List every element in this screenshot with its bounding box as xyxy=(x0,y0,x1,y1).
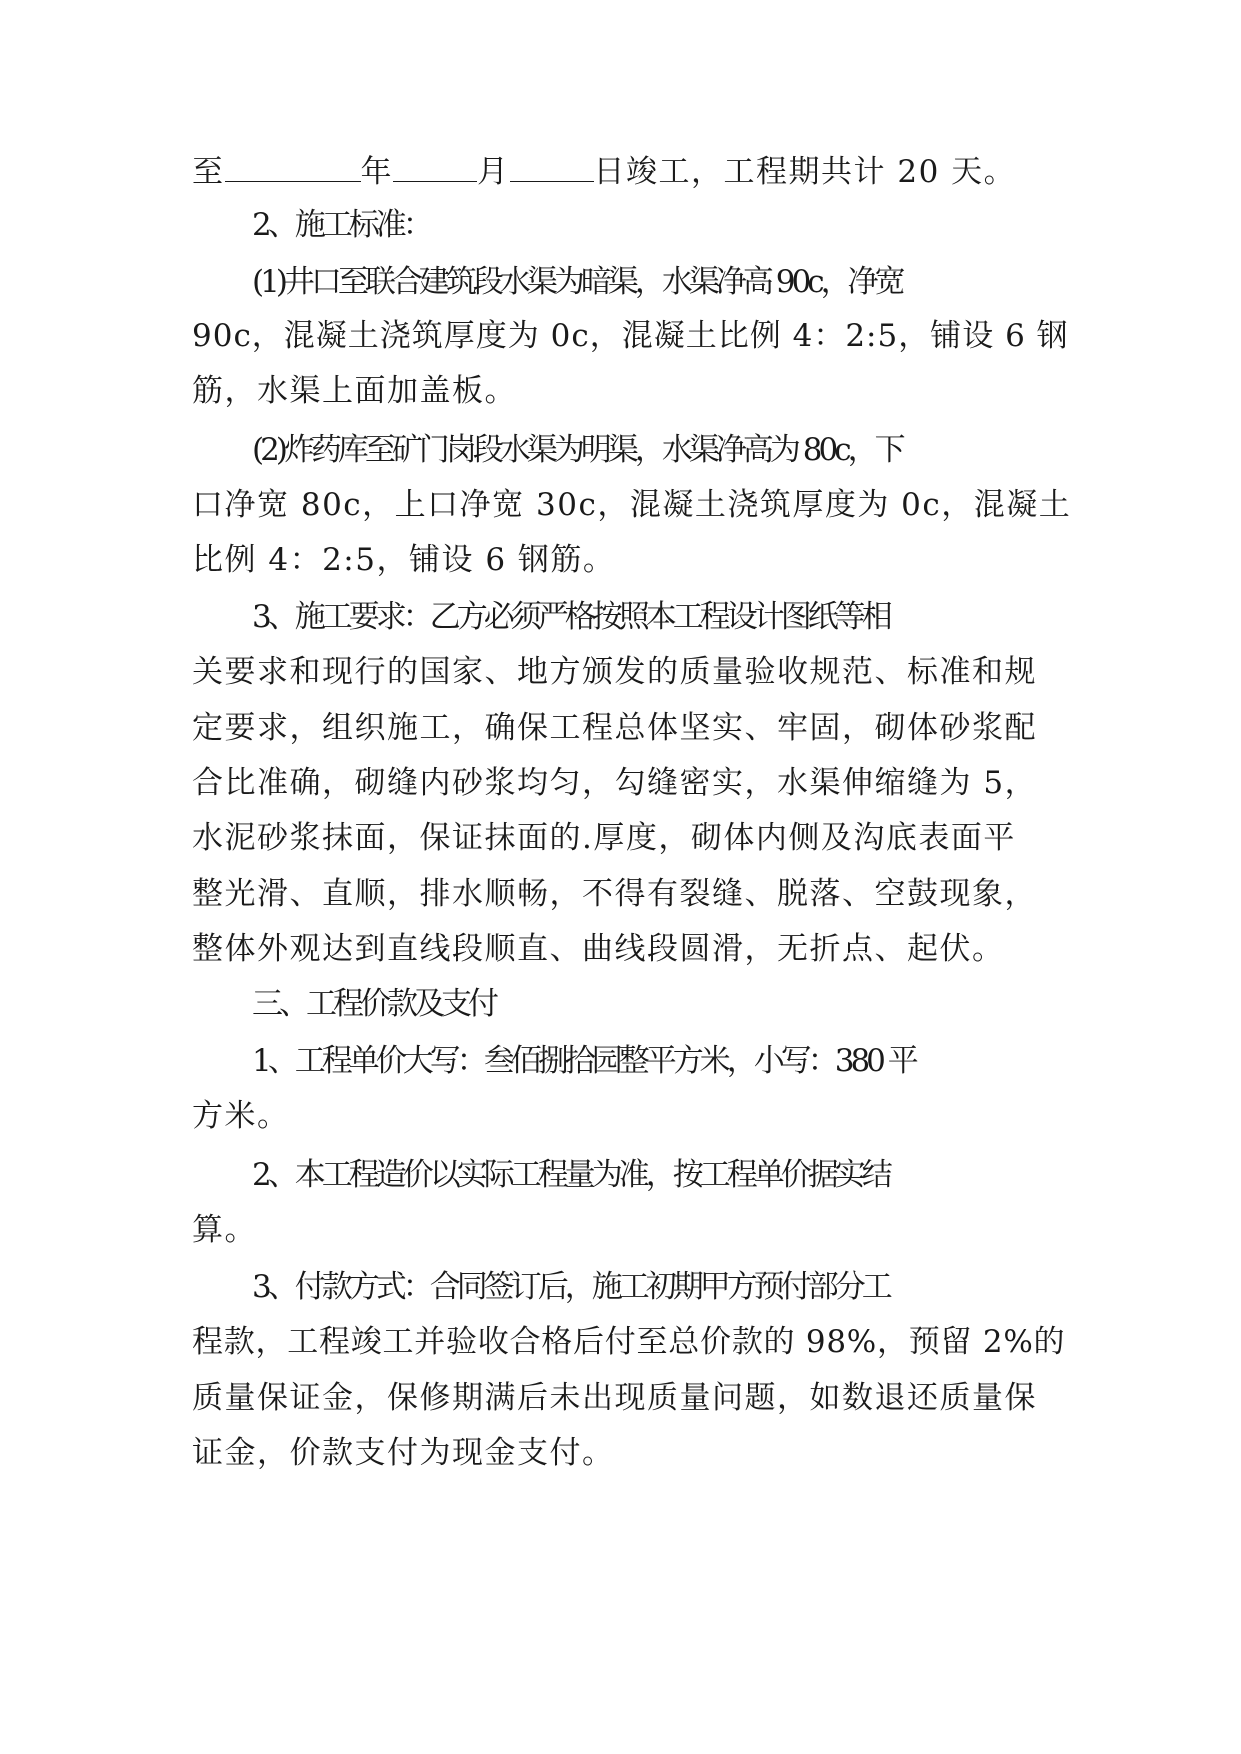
text-line: 3、付款方式：合同签订后，施工初期甲方预付部分工 xyxy=(252,1269,889,1305)
blank-underline-year xyxy=(225,155,361,182)
text-fragment: 年 xyxy=(360,154,393,190)
text-line: 关要求和现行的国家、地方颁发的质量验收规范、标准和规 xyxy=(192,654,1037,690)
text-line: 水泥砂浆抹面，保证抹面的.厚度，砌体内侧及沟底表面平 xyxy=(192,820,1016,856)
text-line: 整光滑、直顺，排水顺畅，不得有裂缝、脱落、空鼓现象， xyxy=(192,876,1037,912)
text-line: 筋，水渠上面加盖板。 xyxy=(192,373,517,409)
text-line: 程款，工程竣工并验收合格后付至总价款的 98%，预留 2%的 xyxy=(192,1324,1066,1360)
text-fragment: 日竣工，工程期共计 20 天。 xyxy=(593,154,1017,190)
blank-underline-month xyxy=(393,155,477,182)
text-line: (1)井口至联合建筑段水渠为暗渠，水渠净高 90c，净宽 xyxy=(252,264,902,300)
section-heading: 三、工程价款及支付 xyxy=(252,986,495,1022)
section-heading: 2、施工标准： xyxy=(252,207,430,243)
text-line: 方米。 xyxy=(192,1098,290,1134)
text-line: 整体外观达到直线段顺直、曲线段圆滑，无折点、起伏。 xyxy=(192,931,1005,967)
text-line: 算。 xyxy=(192,1212,257,1248)
text-line: 比例 4：2:5，铺设 6 钢筋。 xyxy=(192,542,616,578)
text-line xyxy=(192,152,1072,192)
text-line: 合比准确，砌缝内砂浆均匀，勾缝密实，水渠伸缩缝为 5， xyxy=(192,765,1038,801)
text-line: 2、本工程造价以实际工程量为准，按工程单价据实结 xyxy=(252,1157,889,1193)
text-line: 1、工程单价大写：叁佰捌拾园整平方米，小写：380 平 xyxy=(252,1043,915,1079)
blank-underline-day xyxy=(510,155,594,182)
text-line: 证金，价款支付为现金支付。 xyxy=(192,1435,615,1471)
text-line: 3、施工要求：乙方必须严格按照本工程设计图纸等相 xyxy=(252,599,889,635)
text-fragment: 月 xyxy=(477,154,510,190)
text-line: 90c，混凝土浇筑厚度为 0c，混凝土比例 4：2:5，铺设 6 钢 xyxy=(192,318,1069,354)
text-line: 口净宽 80c，上口净宽 30c，混凝土浇筑厚度为 0c，混凝土 xyxy=(192,487,1072,523)
text-line: 质量保证金，保修期满后未出现质量问题，如数退还质量保 xyxy=(192,1380,1037,1416)
text-line: (2)炸药库至矿门岗段水渠为明渠，水渠净高为 80c，下 xyxy=(252,432,902,468)
text-fragment: 至 xyxy=(192,154,225,190)
text-line: 定要求，组织施工，确保工程总体坚实、牢固，砌体砂浆配 xyxy=(192,710,1037,746)
